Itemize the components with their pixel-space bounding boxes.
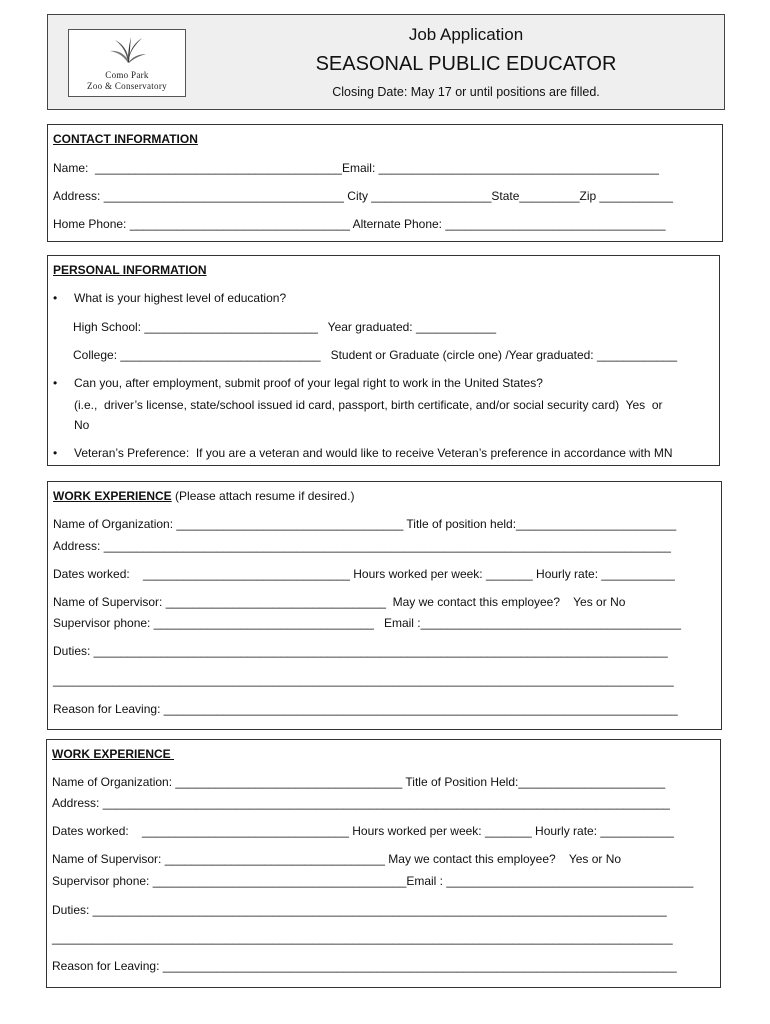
address-row[interactable]: Address: ____________________________________ City __________________State_________Zip ___________ (53, 189, 673, 203)
bullet-icon: • (53, 291, 58, 305)
work1-supervisor-phone-row[interactable]: Supervisor phone: _________________________________ Email :_______________________________________ (53, 616, 681, 630)
work-experience-2 (46, 739, 721, 988)
work1-note: (Please attach resume if desired.) (171, 489, 355, 503)
work2-org-row[interactable]: Name of Organization: __________________________________ Title of Position Held:______________________ (52, 775, 666, 789)
personal-heading: PERSONAL INFORMATION (53, 263, 207, 277)
work2-reason-row[interactable]: Reason for Leaving: _____________________________________________________________________________ (52, 959, 677, 973)
work1-dates-row[interactable]: Dates worked: _______________________________ Hours worked per week: _______ Hourly rate: ___________ (53, 567, 675, 581)
work2-heading: WORK EXPERIENCE (52, 747, 175, 761)
personal-section (47, 255, 720, 466)
work2-supervisor-row[interactable]: Name of Supervisor: _________________________________ May we contact this employee? Yes or No (52, 852, 622, 866)
leaf-icon (109, 36, 147, 64)
work-right-question: Can you, after employment, submit proof of your legal right to work in the United States? (74, 376, 543, 390)
work1-reason-row[interactable]: Reason for Leaving: _____________________________________________________________________________ (53, 702, 678, 716)
work2-address-row[interactable]: Address: _____________________________________________________________________________________ (52, 796, 670, 810)
work2-duties-row[interactable]: Duties: ______________________________________________________________________________________ (52, 903, 667, 917)
bullet-icon: • (53, 446, 58, 460)
work1-org-row[interactable]: Name of Organization: __________________________________ Title of position held:________________________ (53, 517, 677, 531)
work-right-detail: (i.e., driver’s license, state/school issued id card, passport, birth certificate, and/or social security card) Yes or (74, 398, 663, 412)
work1-address-row[interactable]: Address: _____________________________________________________________________________________ (53, 539, 671, 553)
zoo-logo (68, 29, 186, 97)
logo-line-2: Zoo & Conservatory (87, 81, 167, 91)
work2-supervisor-phone-row[interactable]: Supervisor phone: ______________________________________Email : _____________________________________ (52, 874, 694, 888)
work1-heading: WORK EXPERIENCE (53, 489, 172, 503)
position-title: SEASONAL PUBLIC EDUCATOR (315, 53, 617, 75)
closing-date: Closing Date: May 17 or until positions are filled. (332, 85, 600, 99)
work1-heading-line (53, 489, 354, 503)
work-right-no: No (74, 418, 90, 432)
name-email-row[interactable]: Name: _____________________________________Email: __________________________________________ (53, 161, 659, 175)
form-title: Job Application (408, 25, 524, 44)
veteran-preference: Veteran’s Preference: If you are a veteran and would like to receive Veteran’s preference in accordance with MN (74, 446, 673, 460)
work2-duties-blank[interactable]: _____________________________________________________________________________________________ (52, 931, 673, 945)
header-box (47, 14, 725, 110)
work1-duties-blank[interactable]: _____________________________________________________________________________________________ (53, 673, 674, 687)
work-experience-1 (47, 481, 722, 730)
bullet-icon: • (53, 376, 58, 390)
work1-supervisor-row[interactable]: Name of Supervisor: _________________________________ May we contact this employee? Yes or No (53, 595, 626, 609)
logo-line-1: Como Park (105, 70, 149, 80)
work1-duties-row[interactable]: Duties: ______________________________________________________________________________________ (53, 644, 668, 658)
education-question: What is your highest level of education? (74, 291, 287, 305)
college-row[interactable]: College: ______________________________ Student or Graduate (circle one) /Year graduated: ____________ (73, 348, 678, 362)
high-school-row[interactable]: High School: __________________________ Year graduated: ____________ (73, 320, 497, 334)
contact-section (47, 124, 723, 242)
work2-dates-row[interactable]: Dates worked: _______________________________ Hours worked per week: _______ Hourly rate: ___________ (52, 824, 674, 838)
contact-heading: CONTACT INFORMATION (53, 132, 198, 146)
phone-row[interactable]: Home Phone: _________________________________ Alternate Phone: _________________________________ (53, 217, 666, 231)
